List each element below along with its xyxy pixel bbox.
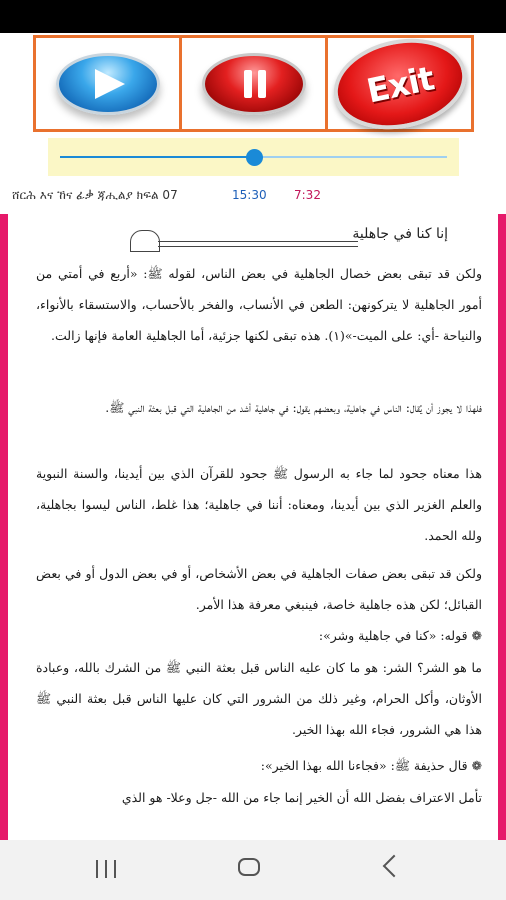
seek-bar[interactable]	[48, 138, 459, 176]
track-info	[0, 184, 506, 208]
paragraph: هذا معناه جحود لما جاء به الرسول ﷺ جحود للقرآن الذي بين أيدينا، والسنة النبوية والعلم الغزير الذي بين أيدينا، ومعناه: أننا في جاهلية؛ هذا غلط، الناس ليسوا بجاهلية، ولله الحمد.	[36, 466, 482, 543]
book-page	[8, 214, 498, 840]
paragraph: ولكن قد تبقى بعض صفات الجاهلية في بعض الأشخاص، أو في بعض الدول أو في بعض القبائل؛ لكن هذه جاهلية خاصة، فينبغي معرفة هذا الأمر.	[36, 566, 482, 612]
paragraph: ما هو الشر؟ الشر: هو ما كان عليه الناس قبل بعثة النبي ﷺ من الشرك بالله، وعبادة الأوثان، وأكل الحرام، وغير ذلك من الشرور التي كان عليها الناس قبل بعثة النبي ﷺ هذا هي الشرور، فجاء الله بهذا الخير.	[36, 660, 482, 737]
total-time: 7:32	[294, 188, 321, 202]
seek-thumb[interactable]	[246, 149, 263, 166]
header-ornament-icon	[130, 230, 160, 252]
current-time: 15:30	[232, 188, 267, 202]
exit-cell[interactable]	[328, 38, 471, 129]
pause-cell[interactable]	[182, 38, 328, 129]
page-border-right	[498, 214, 506, 840]
exit-label: Exit	[362, 57, 437, 110]
paragraph: ولكن قد تبقى بعض خصال الجاهلية في بعض الناس، لقوله ﷺ: «أربع في أمتي من أمور الجاهلية لا يتركونهن: الطعن في الأنساب، والفخر بالأحساب، والاستسقاء بالأنواء، والنياحة -أي: على الميت-»(١). هذه تبقى لكنها جزئية، أما الجاهلية العامة فإنها زالت.	[36, 266, 482, 343]
back-icon[interactable]	[383, 855, 406, 878]
play-cell[interactable]	[36, 38, 182, 129]
paragraph: تأمل الاعتراف بفضل الله أن الخير إنما جاء من الله -جل وعلا- هو الذي	[121, 790, 482, 805]
play-icon[interactable]	[56, 53, 160, 115]
page-header-title: إنا كنا في جاهلية	[352, 226, 448, 242]
paragraph: ❁ قال حذيفة ﷺ: «فجاءنا الله بهذا الخير»:	[260, 758, 482, 773]
page-header	[48, 222, 448, 250]
track-title: ሸርሕ እና ኸና ፊቃ ጃሒልያ ክፍል 07	[12, 188, 178, 202]
paragraph: ❁ قوله: «كنا في جاهلية وشر»:	[318, 628, 482, 643]
page-border-left	[0, 214, 8, 840]
pause-icon[interactable]	[202, 53, 306, 115]
status-bar	[0, 0, 506, 33]
player-controls	[33, 35, 474, 132]
recents-icon[interactable]	[96, 860, 118, 878]
header-divider	[158, 241, 358, 247]
document-viewer[interactable]	[0, 214, 506, 840]
paragraph: فلهذا لا يجوز أن يُقال: الناس في جاهلية، وبعضهم يقول: في جاهلية أشد من الجاهلية التي قبل بعثة النبي ﷺ.	[105, 400, 482, 415]
seek-progress	[60, 156, 254, 158]
system-nav-bar	[0, 840, 506, 900]
exit-button[interactable]	[325, 27, 474, 141]
home-icon[interactable]	[238, 858, 260, 876]
